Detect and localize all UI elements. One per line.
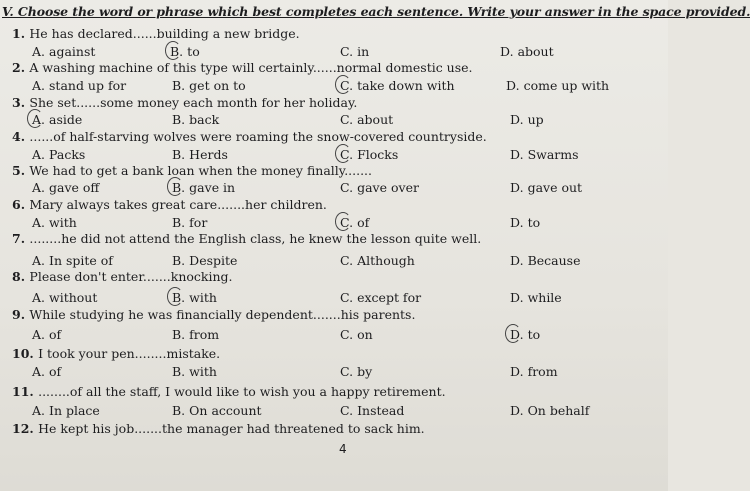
option-text: Instead <box>357 403 405 418</box>
option-text: stand up for <box>49 78 127 93</box>
option-letter: D. <box>510 215 524 230</box>
option-d[interactable] <box>510 290 562 305</box>
option-c[interactable] <box>340 364 372 379</box>
section-title: V. Choose the word or phrase which best completes each sentence. Write your answer in the space provided. <box>2 4 750 19</box>
option-text: from <box>527 364 558 379</box>
option-text: except for <box>357 290 422 305</box>
question-text: He kept his job.......the manager had threatened to sack him. <box>38 421 425 436</box>
option-d[interactable] <box>510 253 580 268</box>
option-text: On account <box>189 403 262 418</box>
option-text: Swarms <box>527 147 579 162</box>
question-number: 9. <box>12 307 30 322</box>
option-text: get on to <box>189 78 246 93</box>
option-text: gave off <box>49 180 100 195</box>
option-text: against <box>49 44 96 59</box>
option-c[interactable] <box>340 180 419 195</box>
option-text: In spite of <box>49 253 113 268</box>
option-text: Despite <box>189 253 238 268</box>
option-d[interactable] <box>510 327 540 342</box>
option-letter: B. <box>172 180 186 195</box>
question-number: 5. <box>12 163 30 178</box>
option-a[interactable] <box>32 327 61 342</box>
option-letter: A. <box>32 44 46 59</box>
option-letter: A. <box>32 327 46 342</box>
question-stem <box>12 346 220 361</box>
option-c[interactable] <box>340 215 369 230</box>
option-b[interactable] <box>172 112 219 127</box>
option-b[interactable] <box>172 364 217 379</box>
option-letter: D. <box>510 364 524 379</box>
option-d[interactable] <box>510 112 544 127</box>
question-stem <box>12 307 415 322</box>
option-letter: C. <box>340 327 354 342</box>
option-text: Flocks <box>357 147 399 162</box>
option-letter: C. <box>340 290 354 305</box>
option-letter: D. <box>506 78 520 93</box>
option-letter: B. <box>172 78 186 93</box>
option-a[interactable] <box>32 44 95 59</box>
option-text: about <box>517 44 554 59</box>
option-b[interactable] <box>172 78 246 93</box>
option-letter: B. <box>172 147 186 162</box>
question-9 <box>0 307 668 325</box>
option-letter: C. <box>340 147 354 162</box>
option-d[interactable] <box>510 147 579 162</box>
question-6 <box>0 197 668 215</box>
option-c[interactable] <box>340 112 393 127</box>
option-d[interactable] <box>510 215 540 230</box>
option-a[interactable] <box>32 112 82 127</box>
question-text: ........of all the staff, I would like to wish you a happy retirement. <box>38 384 446 399</box>
option-text: for <box>189 215 208 230</box>
option-b[interactable] <box>172 290 217 305</box>
option-b[interactable] <box>172 253 237 268</box>
option-c[interactable] <box>340 253 415 268</box>
option-d[interactable] <box>510 403 589 418</box>
question-text: While studying he was financially dependent.......his parents. <box>29 307 416 322</box>
option-text: to <box>527 327 541 342</box>
question-stem <box>12 95 357 110</box>
option-a[interactable] <box>32 290 97 305</box>
option-letter: A. <box>32 403 46 418</box>
option-c[interactable] <box>340 44 369 59</box>
option-text: up <box>527 112 544 127</box>
question-text: I took your pen........mistake. <box>38 346 221 361</box>
option-text: come up with <box>523 78 610 93</box>
option-text: to <box>187 44 200 59</box>
pen-circle-mark <box>27 109 46 128</box>
option-b[interactable] <box>172 215 207 230</box>
option-d[interactable] <box>510 364 558 379</box>
option-letter: A. <box>32 364 46 379</box>
question-number: 10. <box>12 346 39 361</box>
option-a[interactable] <box>32 215 77 230</box>
option-c[interactable] <box>340 327 373 342</box>
question-stem <box>12 60 473 75</box>
question-text: A washing machine of this type will certainly......normal domestic use. <box>29 60 473 75</box>
option-text: of <box>49 364 62 379</box>
option-text: gave out <box>527 180 583 195</box>
option-letter: D. <box>510 112 524 127</box>
option-text: without <box>49 290 98 305</box>
question-stem <box>12 197 327 212</box>
question-stem <box>12 26 300 41</box>
option-b[interactable] <box>172 327 219 342</box>
option-text: gave in <box>189 180 236 195</box>
question-10 <box>0 346 668 364</box>
option-letter: D. <box>510 290 524 305</box>
option-text: back <box>189 112 220 127</box>
question-stem <box>12 129 487 144</box>
option-b[interactable] <box>172 180 235 195</box>
option-c[interactable] <box>340 147 398 162</box>
option-c[interactable] <box>340 290 421 305</box>
question-number: 11. <box>12 384 39 399</box>
pen-circle-mark <box>335 212 354 231</box>
question-number: 1. <box>12 26 30 41</box>
question-text: ........he did not attend the English class, he knew the lesson quite well. <box>29 231 482 246</box>
option-text: about <box>357 112 394 127</box>
question-number: 7. <box>12 231 30 246</box>
option-text: On behalf <box>527 403 590 418</box>
option-letter: A. <box>32 253 46 268</box>
option-d[interactable] <box>506 78 609 93</box>
option-letter: C. <box>340 253 354 268</box>
option-a[interactable] <box>32 180 99 195</box>
option-text: take down with <box>357 78 455 93</box>
option-letter: D. <box>510 403 524 418</box>
option-text: while <box>527 290 562 305</box>
option-text: by <box>357 364 373 379</box>
option-letter: B. <box>172 290 186 305</box>
option-b[interactable] <box>172 403 262 418</box>
option-letter: C. <box>340 403 354 418</box>
option-letter: D. <box>500 44 514 59</box>
question-7 <box>0 231 668 249</box>
option-text: from <box>189 327 220 342</box>
question-12 <box>0 421 668 439</box>
question-number: 12. <box>12 421 39 436</box>
question-2 <box>0 60 668 78</box>
option-text: in <box>357 44 370 59</box>
option-letter: A. <box>32 147 46 162</box>
option-a[interactable] <box>32 253 113 268</box>
option-text: Packs <box>49 147 86 162</box>
pen-circle-mark <box>505 324 521 343</box>
option-letter: C. <box>340 180 354 195</box>
option-letter: A. <box>32 290 46 305</box>
question-number: 8. <box>12 269 30 284</box>
question-3 <box>0 95 668 113</box>
option-letter: C. <box>340 215 354 230</box>
option-text: with <box>189 364 217 379</box>
option-text: aside <box>49 112 83 127</box>
option-letter: A. <box>32 112 46 127</box>
question-stem <box>12 421 425 436</box>
option-a[interactable] <box>32 364 61 379</box>
option-letter: D. <box>510 253 524 268</box>
pen-circle-mark <box>167 287 186 306</box>
option-d[interactable] <box>510 180 582 195</box>
option-letter: D. <box>510 327 524 342</box>
option-text: gave over <box>357 180 419 195</box>
pen-circle-mark <box>167 177 186 196</box>
question-4 <box>0 129 668 147</box>
option-text: on <box>357 327 373 342</box>
option-text: with <box>189 290 217 305</box>
option-letter: B. <box>172 327 186 342</box>
option-letter: A. <box>32 180 46 195</box>
question-1 <box>0 26 668 44</box>
option-text: to <box>527 215 541 230</box>
option-letter: B. <box>172 253 186 268</box>
option-b[interactable] <box>170 44 200 59</box>
pen-circle-mark <box>335 144 354 163</box>
option-letter: C. <box>340 364 354 379</box>
option-letter: B. <box>172 112 186 127</box>
question-text: Please don't enter.......knocking. <box>29 269 233 284</box>
option-letter: A. <box>32 78 46 93</box>
option-c[interactable] <box>340 78 455 93</box>
question-stem <box>12 269 233 284</box>
question-11 <box>0 384 668 402</box>
question-number: 4. <box>12 129 30 144</box>
option-text: In place <box>49 403 100 418</box>
question-text: We had to get a bank loan when the money finally....... <box>29 163 373 178</box>
question-number: 3. <box>12 95 30 110</box>
option-letter: B. <box>170 44 184 59</box>
question-number: 6. <box>12 197 30 212</box>
question-text: ......of half-starving wolves were roaming the snow-covered countryside. <box>29 129 487 144</box>
question-text: She set......some money each month for her holiday. <box>29 95 358 110</box>
option-letter: C. <box>340 78 354 93</box>
option-letter: C. <box>340 44 354 59</box>
question-text: He has declared......building a new bridge. <box>29 26 300 41</box>
option-letter: B. <box>172 364 186 379</box>
option-text: with <box>49 215 77 230</box>
pen-circle-mark <box>165 41 184 60</box>
option-text: of <box>357 215 370 230</box>
question-text: Mary always takes great care.......her children. <box>29 197 327 212</box>
option-letter: D. <box>510 147 524 162</box>
question-stem <box>12 384 446 399</box>
option-a[interactable] <box>32 78 126 93</box>
option-b[interactable] <box>172 147 228 162</box>
option-text: of <box>49 327 62 342</box>
question-stem <box>12 163 372 178</box>
page-number: 4 <box>339 442 347 456</box>
option-text: Although <box>357 253 415 268</box>
pen-circle-mark <box>335 75 354 94</box>
option-a[interactable] <box>32 403 100 418</box>
option-letter: C. <box>340 112 354 127</box>
option-letter: B. <box>172 215 186 230</box>
option-a[interactable] <box>32 147 85 162</box>
question-8 <box>0 269 668 287</box>
option-c[interactable] <box>340 403 404 418</box>
question-stem <box>12 231 481 246</box>
option-letter: A. <box>32 215 46 230</box>
option-text: Because <box>527 253 581 268</box>
option-text: Herds <box>189 147 228 162</box>
option-d[interactable] <box>500 44 554 59</box>
question-number: 2. <box>12 60 30 75</box>
option-letter: D. <box>510 180 524 195</box>
option-letter: B. <box>172 403 186 418</box>
question-5 <box>0 163 668 181</box>
